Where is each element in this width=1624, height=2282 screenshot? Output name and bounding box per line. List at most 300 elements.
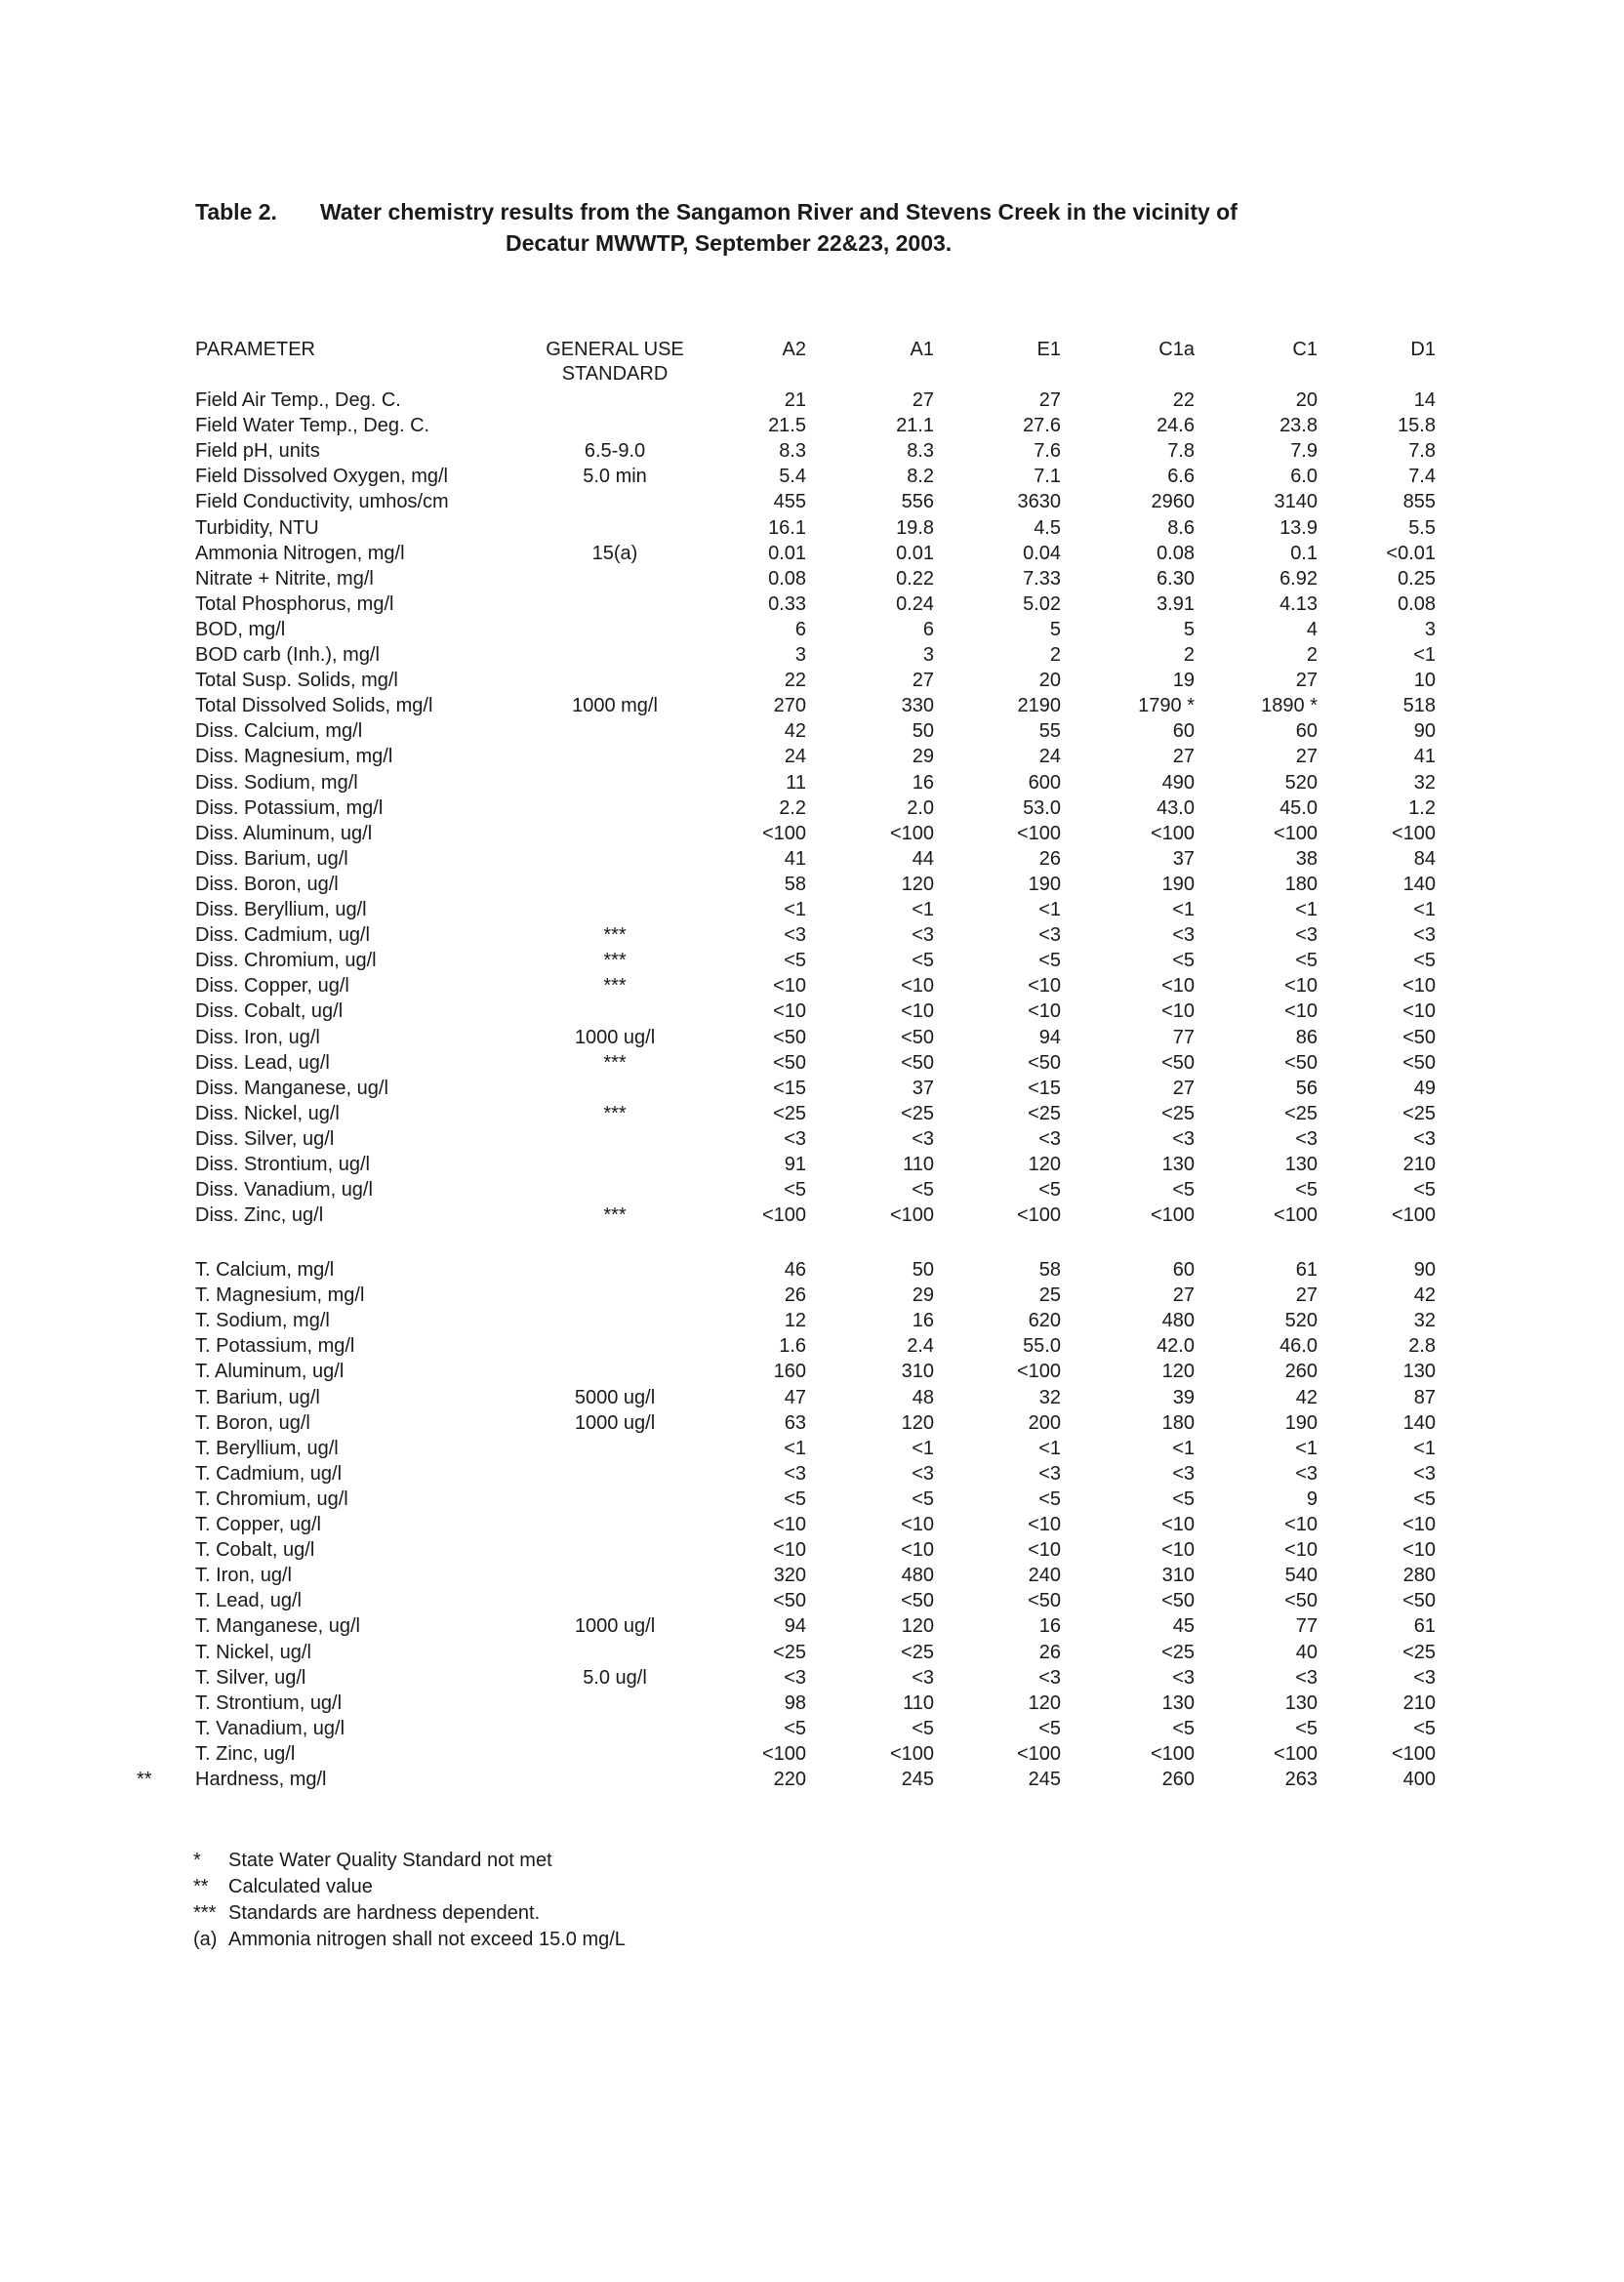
value-cell: 27	[1172, 1077, 1195, 1099]
value-cell: 27	[1295, 1284, 1318, 1307]
parameter-cell: Diss. Cobalt, ug/l	[195, 1000, 344, 1023]
value-cell: <10	[1028, 975, 1061, 998]
value-cell: 29	[912, 1284, 934, 1307]
header-parameter: PARAMETER	[195, 339, 315, 360]
value-cell: 120	[1161, 1361, 1195, 1383]
parameter-cell: T. Zinc, ug/l	[195, 1742, 296, 1765]
value-cell: 6.6	[1167, 466, 1195, 488]
value-cell: <10	[1161, 975, 1195, 998]
value-cell: <25	[901, 1641, 934, 1663]
value-cell: 32	[1413, 771, 1436, 794]
value-cell: 3	[922, 644, 934, 666]
value-cell: 77	[1172, 1026, 1195, 1048]
standard-cell: ***	[603, 950, 627, 972]
value-cell: <100	[1273, 822, 1318, 844]
value-cell: <100	[761, 1204, 806, 1227]
value-cell: 1890 *	[1261, 695, 1318, 717]
parameter-cell: T. Strontium, ug/l	[195, 1691, 343, 1714]
value-cell: 21	[784, 389, 806, 411]
value-cell: <10	[1161, 1539, 1195, 1562]
value-cell: 94	[1038, 1026, 1061, 1048]
value-cell: <1	[1413, 1437, 1436, 1459]
value-cell: <3	[1413, 924, 1436, 947]
value-cell: <1	[1172, 899, 1195, 920]
value-cell: 42	[1413, 1284, 1436, 1307]
value-cell: <5	[1038, 1179, 1061, 1202]
value-cell: <3	[912, 1666, 934, 1689]
value-cell: 140	[1402, 1411, 1436, 1434]
value-cell: 0.33	[768, 592, 806, 615]
value-cell: 22	[784, 670, 806, 692]
value-cell: 120	[1028, 1691, 1061, 1714]
value-cell: 180	[1284, 873, 1318, 895]
parameter-cell: Diss. Chromium, ug/l	[195, 950, 377, 972]
parameter-cell: Hardness, mg/l	[195, 1769, 327, 1790]
parameter-cell: T. Aluminum, ug/l	[195, 1361, 345, 1383]
value-cell: 41	[784, 847, 806, 870]
value-cell: <50	[1028, 1590, 1061, 1612]
value-cell: <50	[901, 1590, 934, 1612]
value-cell: 38	[1295, 847, 1318, 870]
value-cell: 200	[1028, 1411, 1061, 1434]
value-cell: 24	[784, 746, 806, 768]
value-cell: <10	[1161, 1000, 1195, 1023]
value-cell: <1	[1413, 644, 1436, 666]
parameter-cell: Diss. Lead, ug/l	[195, 1051, 330, 1074]
parameter-cell: Diss. Boron, ug/l	[195, 873, 339, 895]
footnote	[193, 1874, 626, 1900]
value-cell: <25	[773, 1102, 806, 1124]
value-cell: 5.02	[1023, 592, 1061, 615]
header-col-c1: C1	[1292, 339, 1318, 360]
value-cell: <100	[1016, 1204, 1061, 1227]
value-cell: 46.0	[1279, 1335, 1318, 1358]
value-cell: <25	[1284, 1102, 1318, 1124]
value-cell: <3	[1172, 924, 1195, 947]
value-cell: 8.3	[779, 440, 806, 463]
value-cell: 130	[1402, 1361, 1436, 1383]
header-col-c1a: C1a	[1158, 339, 1195, 360]
footnote-symbol: **	[193, 1876, 209, 1897]
value-cell: <25	[1161, 1102, 1195, 1124]
parameter-cell: T. Manganese, ug/l	[195, 1615, 360, 1638]
value-cell: <3	[784, 1127, 806, 1150]
value-cell: 1790 *	[1138, 695, 1195, 717]
value-cell: <1	[1038, 1437, 1061, 1459]
value-cell: <50	[1161, 1590, 1195, 1612]
value-cell: 26	[1038, 847, 1061, 870]
value-cell: 1.2	[1408, 796, 1436, 819]
header-col-d1: D1	[1410, 339, 1436, 360]
value-cell: 5.5	[1408, 516, 1436, 539]
value-cell: 39	[1172, 1386, 1195, 1408]
value-cell: 21.5	[768, 415, 806, 437]
value-cell: <100	[1391, 822, 1436, 844]
value-cell: 27.6	[1023, 415, 1061, 437]
value-cell: 2190	[1017, 695, 1061, 717]
value-cell: 37	[912, 1077, 934, 1099]
header-col-a1: A1	[910, 339, 934, 360]
value-cell: <50	[901, 1026, 934, 1048]
value-cell: 77	[1295, 1615, 1318, 1638]
value-cell: 7.9	[1290, 440, 1318, 463]
value-cell: 120	[901, 873, 934, 895]
value-cell: <10	[1402, 1539, 1436, 1562]
value-cell: 2.4	[907, 1335, 934, 1358]
standard-cell: ***	[603, 975, 627, 998]
value-cell: 60	[1295, 720, 1318, 743]
parameter-cell: Diss. Aluminum, ug/l	[195, 822, 373, 844]
value-cell: <10	[1284, 1539, 1318, 1562]
footnote-symbol: ***	[193, 1902, 217, 1924]
value-cell: <50	[1161, 1051, 1195, 1074]
value-cell: 6.0	[1290, 466, 1318, 488]
value-cell: 2.8	[1408, 1335, 1436, 1358]
parameter-cell: Diss. Calcium, mg/l	[195, 720, 363, 743]
parameter-cell: T. Calcium, mg/l	[195, 1259, 335, 1281]
value-cell: 16	[1038, 1615, 1061, 1638]
value-cell: 27	[1172, 1284, 1195, 1307]
value-cell: <50	[1402, 1026, 1436, 1048]
value-cell: 3630	[1017, 491, 1061, 513]
value-cell: <5	[1172, 1717, 1195, 1739]
parameter-cell: T. Barium, ug/l	[195, 1386, 320, 1408]
value-cell: <10	[773, 975, 806, 998]
value-cell: 94	[784, 1615, 806, 1638]
standard-cell: 1000 ug/l	[574, 1026, 656, 1048]
value-cell: 6	[922, 618, 934, 640]
table-title	[195, 196, 1366, 259]
parameter-cell: Diss. Copper, ug/l	[195, 975, 349, 998]
value-cell: 330	[901, 695, 934, 717]
standard-cell: ***	[603, 1102, 627, 1124]
parameter-cell: Ammonia Nitrogen, mg/l	[195, 542, 405, 564]
value-cell: 130	[1161, 1154, 1195, 1175]
value-cell: <100	[1391, 1742, 1436, 1765]
value-cell: 27	[1295, 746, 1318, 768]
value-cell: 310	[1161, 1565, 1195, 1587]
value-cell: <50	[1028, 1051, 1061, 1074]
value-cell: <100	[1150, 1204, 1195, 1227]
parameter-cell: T. Lead, ug/l	[195, 1590, 302, 1612]
value-cell: 480	[1161, 1310, 1195, 1332]
value-cell: <100	[1150, 822, 1195, 844]
value-cell: 110	[903, 1154, 934, 1175]
parameter-cell: Field pH, units	[195, 440, 320, 463]
value-cell: 22	[1172, 389, 1195, 411]
value-cell: 27	[1172, 746, 1195, 768]
value-cell: 3.91	[1157, 592, 1195, 615]
value-cell: <5	[1413, 950, 1436, 972]
parameter-cell: T. Chromium, ug/l	[195, 1487, 348, 1510]
value-cell: 16.1	[768, 516, 806, 539]
value-cell: 280	[1402, 1565, 1436, 1587]
value-cell: <10	[1284, 1000, 1318, 1023]
value-cell: <5	[1413, 1487, 1436, 1510]
standard-cell: 6.5-9.0	[584, 440, 646, 463]
value-cell: 260	[1284, 1361, 1318, 1383]
value-cell: 98	[784, 1691, 806, 1714]
footnote-text: State Water Quality Standard not met	[228, 1850, 552, 1871]
value-cell: <5	[784, 1179, 806, 1202]
value-cell: <1	[1295, 1437, 1318, 1459]
value-cell: <3	[1172, 1666, 1195, 1689]
value-cell: <100	[889, 822, 934, 844]
value-cell: 7.8	[1167, 440, 1195, 463]
value-cell: 42	[1295, 1386, 1318, 1408]
value-cell: <5	[1038, 950, 1061, 972]
value-cell: <3	[1413, 1462, 1436, 1485]
parameter-cell: T. Boron, ug/l	[195, 1411, 310, 1434]
value-cell: <25	[1161, 1641, 1195, 1663]
parameter-cell: T. Nickel, ug/l	[195, 1641, 311, 1663]
value-cell: <25	[1402, 1102, 1436, 1124]
value-cell: <10	[1028, 1539, 1061, 1562]
value-cell: 3140	[1274, 491, 1318, 513]
value-cell: <3	[912, 1127, 934, 1150]
value-cell: <25	[1402, 1641, 1436, 1663]
value-cell: 63	[784, 1411, 806, 1434]
value-cell: <3	[784, 1462, 806, 1485]
value-cell: <25	[1028, 1102, 1061, 1124]
value-cell: <5	[1172, 1179, 1195, 1202]
value-cell: <1	[784, 1437, 806, 1459]
value-cell: <3	[1038, 924, 1061, 947]
value-cell: 60	[1172, 1259, 1195, 1281]
value-cell: <3	[1295, 1127, 1318, 1150]
value-cell: <50	[1284, 1051, 1318, 1074]
parameter-cell: T. Iron, ug/l	[195, 1565, 292, 1587]
table-title-line1: Water chemistry results from the Sangamon River and Stevens Creek in the vicinity of	[320, 199, 1238, 224]
value-cell: 556	[901, 491, 934, 513]
value-cell: <5	[1172, 950, 1195, 972]
value-cell: 32	[1038, 1386, 1061, 1408]
value-cell: 210	[1402, 1154, 1436, 1175]
footnote	[193, 1848, 626, 1874]
value-cell: 0.01	[896, 542, 934, 564]
value-cell: 45.0	[1279, 796, 1318, 819]
value-cell: <50	[1402, 1051, 1436, 1074]
parameter-cell: Total Phosphorus, mg/l	[195, 592, 394, 615]
value-cell: 320	[773, 1565, 806, 1587]
value-cell: 16	[912, 771, 934, 794]
header-standard-line1: GENERAL USE	[546, 339, 684, 360]
parameter-cell: Diss. Manganese, ug/l	[195, 1077, 388, 1099]
value-cell: 50	[912, 720, 934, 743]
value-cell: 61	[1413, 1615, 1436, 1638]
parameter-cell: Turbidity, NTU	[195, 516, 319, 539]
value-cell: <5	[1295, 950, 1318, 972]
footnotes	[193, 1848, 626, 1953]
value-cell: <1	[1413, 899, 1436, 920]
value-cell: 32	[1413, 1310, 1436, 1332]
parameter-cell: T. Cadmium, ug/l	[195, 1462, 343, 1485]
value-cell: 49	[1413, 1077, 1436, 1099]
value-cell: <10	[1028, 1514, 1061, 1535]
value-cell: <5	[1038, 1717, 1061, 1739]
value-cell: 0.08	[768, 567, 806, 590]
value-cell: 45	[1172, 1615, 1195, 1638]
parameter-cell: Diss. Strontium, ug/l	[195, 1154, 370, 1175]
value-cell: <10	[1161, 1514, 1195, 1535]
value-cell: 540	[1284, 1565, 1318, 1587]
parameter-cell: Diss. Iron, ug/l	[195, 1026, 320, 1048]
parameter-cell: Field Dissolved Oxygen, mg/l	[195, 466, 448, 488]
value-cell: <5	[1038, 1487, 1061, 1510]
value-cell: <5	[1295, 1717, 1318, 1739]
value-cell: 140	[1402, 873, 1436, 895]
value-cell: <5	[912, 1717, 934, 1739]
value-cell: 26	[1038, 1641, 1061, 1663]
value-cell: <10	[901, 1514, 934, 1535]
parameter-cell: Diss. Barium, ug/l	[195, 847, 348, 870]
parameter-cell: Field Water Temp., Deg. C.	[195, 415, 430, 437]
standard-cell: 1000 ug/l	[574, 1411, 656, 1434]
value-cell: 10	[1413, 670, 1436, 692]
value-cell: 4	[1306, 618, 1318, 640]
value-cell: <5	[784, 1487, 806, 1510]
value-cell: <10	[773, 1514, 806, 1535]
standard-cell: 5000 ug/l	[574, 1386, 656, 1408]
value-cell: 90	[1413, 720, 1436, 743]
value-cell: <10	[773, 1000, 806, 1023]
standard-cell: ***	[603, 924, 627, 947]
value-cell: <3	[1038, 1127, 1061, 1150]
value-cell: <10	[1402, 1514, 1436, 1535]
value-cell: 0.08	[1157, 542, 1195, 564]
value-cell: 0.04	[1023, 542, 1061, 564]
value-cell: 15.8	[1398, 415, 1436, 437]
value-cell: 37	[1172, 847, 1195, 870]
value-cell: 8.3	[907, 440, 934, 463]
value-cell: 11	[786, 771, 806, 794]
value-cell: 7.1	[1034, 466, 1061, 488]
value-cell: 42.0	[1157, 1335, 1195, 1358]
value-cell: 27	[1295, 670, 1318, 692]
value-cell: <10	[773, 1539, 806, 1562]
value-cell: <100	[761, 1742, 806, 1765]
value-cell: <100	[1016, 822, 1061, 844]
value-cell: 480	[901, 1565, 934, 1587]
value-cell: 42	[784, 720, 806, 743]
parameter-cell: Field Conductivity, umhos/cm	[195, 491, 449, 513]
value-cell: 245	[901, 1769, 934, 1790]
footnote-text: Calculated value	[228, 1876, 373, 1897]
value-cell: 0.25	[1398, 567, 1436, 590]
value-cell: 13.9	[1279, 516, 1318, 539]
standard-cell: ***	[603, 1051, 627, 1074]
value-cell: <5	[1413, 1179, 1436, 1202]
value-cell: <5	[1172, 1487, 1195, 1510]
value-cell: 19	[1172, 670, 1195, 692]
value-cell: 87	[1413, 1386, 1436, 1408]
value-cell: 29	[912, 746, 934, 768]
value-cell: <3	[784, 924, 806, 947]
value-cell: <50	[773, 1590, 806, 1612]
value-cell: <3	[1038, 1666, 1061, 1689]
parameter-cell: Diss. Sodium, mg/l	[195, 771, 358, 794]
value-cell: 5	[1183, 618, 1195, 640]
parameter-cell: T. Silver, ug/l	[195, 1666, 306, 1689]
value-cell: 24	[1038, 746, 1061, 768]
value-cell: 20	[1038, 670, 1061, 692]
value-cell: 6.92	[1279, 567, 1318, 590]
value-cell: <1	[912, 899, 934, 920]
value-cell: 263	[1284, 1769, 1318, 1790]
value-cell: 3	[1424, 618, 1436, 640]
value-cell: <10	[1284, 975, 1318, 998]
value-cell: 6	[794, 618, 806, 640]
value-cell: <3	[1295, 1666, 1318, 1689]
row-marker: **	[137, 1769, 152, 1790]
value-cell: <50	[901, 1051, 934, 1074]
value-cell: <3	[784, 1666, 806, 1689]
value-cell: 48	[912, 1386, 934, 1408]
value-cell: 16	[912, 1310, 934, 1332]
parameter-cell: Field Air Temp., Deg. C.	[195, 389, 401, 411]
value-cell: <3	[1413, 1666, 1436, 1689]
parameter-cell: T. Potassium, mg/l	[195, 1335, 355, 1358]
value-cell: <1	[1038, 899, 1061, 920]
value-cell: 220	[773, 1769, 806, 1790]
value-cell: <3	[1172, 1462, 1195, 1485]
footnote	[193, 1927, 626, 1953]
parameter-cell: T. Magnesium, mg/l	[195, 1284, 365, 1307]
footnote-symbol: *	[193, 1850, 201, 1871]
parameter-cell: T. Beryllium, ug/l	[195, 1437, 339, 1459]
value-cell: <1	[1172, 1437, 1195, 1459]
value-cell: 47	[784, 1386, 806, 1408]
value-cell: 2	[1306, 644, 1318, 666]
standard-cell: 1000 ug/l	[574, 1615, 656, 1638]
value-cell: <100	[1273, 1204, 1318, 1227]
value-cell: 5	[1049, 618, 1061, 640]
value-cell: 520	[1284, 1310, 1318, 1332]
value-cell: 240	[1028, 1565, 1061, 1587]
parameter-cell: Diss. Cadmium, ug/l	[195, 924, 370, 947]
value-cell: <25	[773, 1641, 806, 1663]
value-cell: 190	[1028, 873, 1061, 895]
header-col-e1: E1	[1036, 339, 1061, 360]
value-cell: 58	[784, 873, 806, 895]
value-cell: 41	[1413, 746, 1436, 768]
value-cell: <5	[784, 950, 806, 972]
table-title-line2: Decatur MWWTP, September 22&23, 2003.	[506, 230, 953, 256]
value-cell: 160	[773, 1361, 806, 1383]
value-cell: 110	[903, 1691, 934, 1714]
value-cell: 12	[784, 1310, 806, 1332]
value-cell: <3	[912, 1462, 934, 1485]
value-cell: <50	[773, 1051, 806, 1074]
value-cell: 43.0	[1157, 796, 1195, 819]
value-cell: 400	[1402, 1769, 1436, 1790]
value-cell: 2.2	[779, 796, 806, 819]
parameter-cell: T. Sodium, mg/l	[195, 1310, 330, 1332]
value-cell: <25	[901, 1102, 934, 1124]
parameter-cell: Diss. Nickel, ug/l	[195, 1102, 340, 1124]
value-cell: 8.2	[907, 466, 934, 488]
value-cell: 26	[784, 1284, 806, 1307]
value-cell: 9	[1306, 1487, 1318, 1510]
value-cell: 190	[1284, 1411, 1318, 1434]
value-cell: 490	[1161, 771, 1195, 794]
parameter-cell: Total Dissolved Solids, mg/l	[195, 695, 433, 717]
footnote-symbol: (a)	[193, 1929, 218, 1950]
standard-cell: 5.0 min	[583, 466, 647, 488]
value-cell: 8.6	[1167, 516, 1195, 539]
value-cell: 2	[1049, 644, 1061, 666]
value-cell: <10	[901, 1539, 934, 1562]
